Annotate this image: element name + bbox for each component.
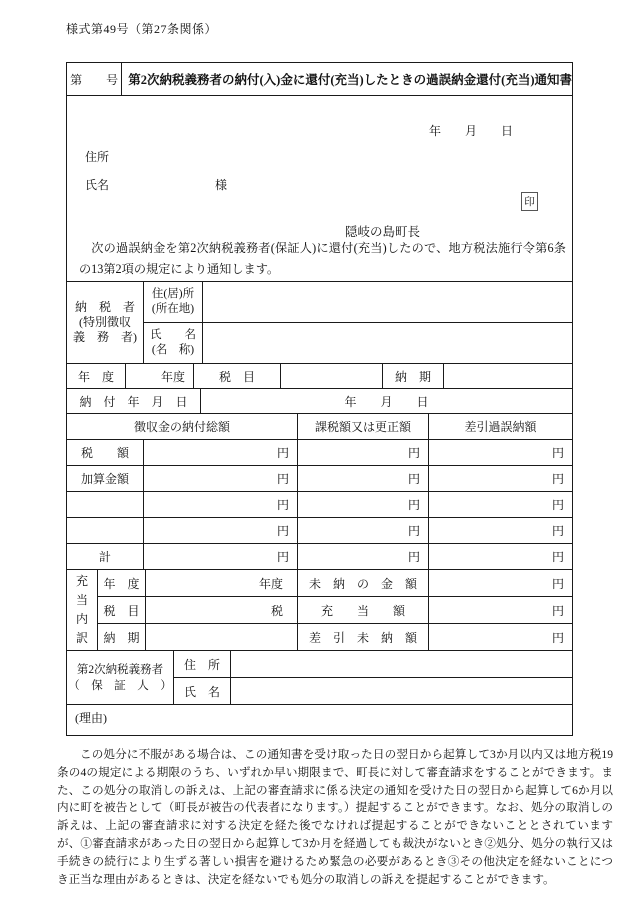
form-header-row [67, 63, 572, 96]
secondary-taxpayer-label: 第2次納税義務者 （ 保 証 人 ） [67, 651, 174, 704]
yen-unit: 円 [144, 492, 298, 517]
tax-item-label: 税 目 [194, 364, 281, 388]
yen-unit: 円 [298, 466, 429, 491]
notice-body-text: 次の過誤納金を第2次納税義務者(保証人)に還付(充当)したので、地方税法施行令第6条の13第2項の規定により通知します。 [79, 241, 566, 276]
secondary-taxpayer-rows [174, 651, 572, 704]
tax-item-field [281, 364, 383, 388]
amounts-col-header-assessed: 課税額又は更正額 [298, 414, 429, 439]
yen-unit: 円 [551, 630, 564, 645]
honorific-label: 様 [215, 178, 228, 192]
yen-unit: 円 [144, 466, 298, 491]
form-title: 第2次納税義務者の納付(入)金に還付(充当)したときの過誤納金還付(充当)通知書 [128, 73, 572, 87]
amounts-row-blank-2 [67, 518, 572, 544]
secondary-address-field [231, 651, 572, 677]
appropriation-row-year: 年 度 年度 未 納 の 金 額 円 [98, 570, 572, 597]
reason-label: (理由) [75, 711, 107, 725]
appropriation-taxitem-field: 税 [146, 597, 298, 623]
recipient-address-label: 住所 [85, 150, 110, 164]
amounts-row-total: 計 円 円 円 [67, 544, 572, 570]
yen-unit: 円 [298, 492, 429, 517]
due-period-field [444, 364, 572, 388]
issue-date-placeholder: 年 月 日 [429, 124, 514, 138]
taxpayer-rows [144, 282, 572, 363]
taxpayer-name-row [144, 323, 572, 363]
doc-number-cell: 第 号 [67, 63, 122, 95]
yen-unit: 円 [551, 603, 564, 618]
yen-unit: 円 [551, 446, 564, 460]
secondary-address-row [174, 651, 572, 678]
recipient-name-label: 氏名 [85, 178, 110, 192]
appropriation-row-taxitem: 税 目 税 充 当 額 円 [98, 597, 572, 624]
appropriation-section [67, 570, 572, 651]
yen-unit: 円 [144, 544, 298, 569]
taxpayer-address-label: 住(居)所 (所在地) [144, 282, 203, 322]
yen-unit: 円 [144, 440, 298, 465]
appropriation-due-field [146, 624, 298, 650]
appeal-instructions: この処分に不服がある場合は、この通知書を受け取った日の翌日から起算して3か月以内又は地方税19条の4の規定による期限のうち、いずれか早い期限まで、町長に対して審査請求をすることができます。また、この処分の取消しの訴えは、上記の審査請求に係る決定の通知を受けた日の翌日から起算して6か月以内に町を被告として（町長が被告の代表者になります。）提起することができます。なお、処分の取消しの訴えは、上記の審査請求に対する決定を経た後でなければ提起することができないこととされていますが、①審査請求があった日の翌日から起算して3か月を経過しても裁決がないとき②処分、処分の執行又は手続きの続行により生ずる著しい損害を避けるため緊急の必要があるとき③その他決定を経ないことにつき正当な理由があるときは、決定を経ないでも処分の取消しの訴えを提起することができます。 [57, 748, 613, 886]
taxpayer-label: 納 税 者 (特別徴収 義 務 者) [67, 282, 144, 363]
yen-unit: 円 [551, 550, 564, 564]
letterhead-section [67, 96, 572, 282]
amounts-header-row [67, 414, 572, 440]
issuer-title: 隠岐の島町長 [345, 225, 421, 239]
yen-unit: 円 [298, 440, 429, 465]
taxpayer-name-label: 氏 名 (名 称) [144, 323, 203, 363]
secondary-name-field [231, 678, 572, 704]
secondary-name-row [174, 678, 572, 704]
taxpayer-name-field [203, 323, 572, 363]
yen-unit: 円 [144, 518, 298, 543]
yen-unit: 円 [298, 544, 429, 569]
appropriation-rows [98, 570, 572, 650]
taxpayer-section [67, 282, 572, 364]
yen-unit: 円 [298, 518, 429, 543]
secondary-taxpayer-section [67, 651, 572, 705]
secondary-name-label: 氏 名 [174, 678, 231, 704]
appropriation-row-due: 納 期 差 引 未 納 額 円 [98, 624, 572, 650]
due-period-label: 納 期 [383, 364, 444, 388]
form-style-number: 様式第49号（第27条関係） [66, 22, 218, 36]
payment-date-label: 納 付 年 月 日 [67, 389, 201, 413]
amounts-row-blank-1 [67, 492, 572, 518]
appropriation-year-field: 年度 [146, 570, 298, 596]
yen-unit: 円 [551, 576, 564, 591]
yen-unit: 円 [551, 524, 564, 538]
yen-unit: 円 [551, 498, 564, 512]
payment-date-field: 年 月 日 [344, 394, 429, 409]
fiscal-year-label: 年 度 [67, 364, 126, 388]
appropriation-vertical-label: 充当内訳 [67, 570, 98, 650]
amounts-row-surcharge: 加算金額 円 円 円 [67, 466, 572, 492]
taxpayer-address-row [144, 282, 572, 323]
taxpayer-address-field [203, 282, 572, 322]
period-row [67, 364, 572, 389]
payment-date-row [67, 389, 572, 414]
yen-unit: 円 [551, 472, 564, 486]
amounts-col-header-refund: 差引過誤納額 [464, 420, 537, 434]
amounts-col-header-total: 徴収金の納付総額 [67, 414, 298, 439]
fiscal-year-field: 年度 [126, 364, 194, 388]
form-table [66, 62, 573, 736]
amounts-row-tax: 税 額 円 円 円 [67, 440, 572, 466]
reason-row [67, 705, 572, 735]
secondary-address-label: 住 所 [174, 651, 231, 677]
seal-stamp: 印 [521, 192, 538, 211]
letterhead-cell [67, 96, 572, 281]
